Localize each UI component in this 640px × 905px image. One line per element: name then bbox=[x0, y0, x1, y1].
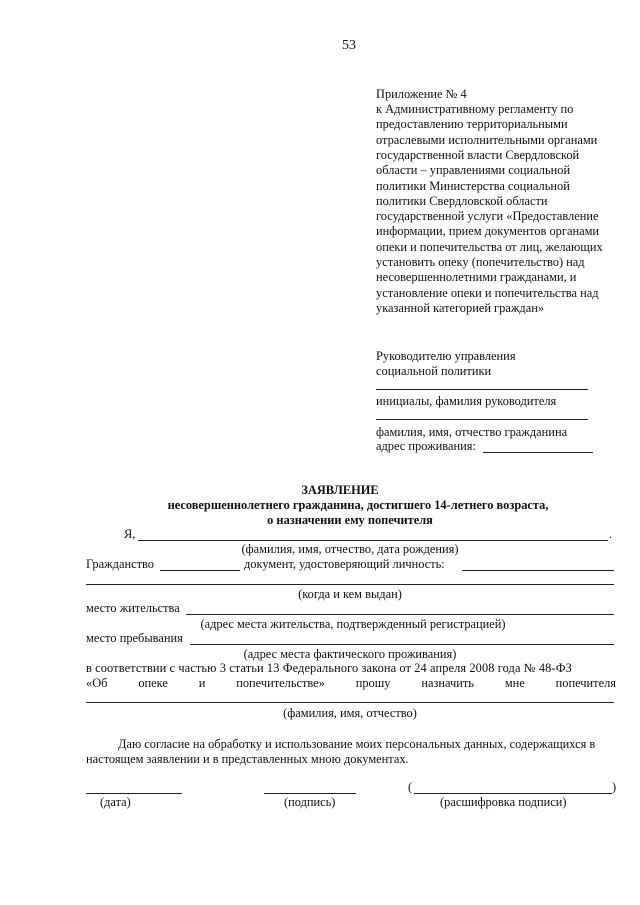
law-line-1: в соответствии с частью 3 статьи 13 Федерального закона от 24 апреля 2008 года № 48-ФЗ bbox=[86, 661, 572, 675]
law-word: мне bbox=[504, 676, 525, 690]
doc-subtitle-2: о назначении ему попечителя bbox=[267, 513, 433, 527]
initials-caption: инициалы, фамилия руководителя bbox=[376, 394, 557, 408]
doc-title: ЗАЯВЛЕНИЕ bbox=[301, 483, 379, 497]
law-word: назначить bbox=[421, 676, 474, 690]
open-paren: ( bbox=[408, 780, 413, 794]
citizenship-line bbox=[160, 570, 240, 571]
appendix-line: указанной категорией граждан» bbox=[376, 300, 545, 315]
stay-label: место пребывания bbox=[86, 631, 183, 645]
appendix-title: Приложение № 4 bbox=[376, 87, 467, 101]
guardian-line bbox=[86, 702, 614, 703]
appendix-line: отраслевыми исполнительными органами bbox=[376, 132, 598, 147]
law-word: попечителя bbox=[555, 676, 616, 690]
head-name-line bbox=[376, 389, 588, 390]
doc-subtitle-1: несовершеннолетнего гражданина, достигшего 14-летнего возраста, bbox=[167, 498, 549, 512]
decoding-line bbox=[414, 793, 612, 794]
appendix-line: информации, прием документов органами bbox=[376, 224, 600, 239]
caption-fio: (фамилия, имя, отчество, дата рождения) bbox=[241, 542, 459, 556]
document-line bbox=[462, 570, 614, 571]
appendix-line: установить опеку (попечительство) над bbox=[376, 255, 585, 269]
page-number: 53 bbox=[342, 38, 356, 53]
caption-date: (дата) bbox=[100, 795, 131, 809]
law-word: «Об bbox=[86, 676, 108, 690]
appendix-line: к Административному регламенту по bbox=[376, 102, 574, 116]
law-word: попечительстве» bbox=[236, 676, 325, 690]
appendix-line: государственной услуги «Предоставление bbox=[376, 209, 599, 224]
residence-label: место жительства bbox=[86, 601, 180, 615]
address-line bbox=[483, 452, 593, 453]
stay-line bbox=[190, 644, 614, 645]
appendix-line: политики Свердловской области bbox=[376, 193, 548, 208]
signature-line bbox=[264, 793, 356, 794]
caption-decoding: (расшифровка подписи) bbox=[440, 795, 567, 809]
citizen-name-line bbox=[376, 419, 588, 420]
appendix-line: опеки и попечительства от лиц, желающих bbox=[376, 239, 603, 254]
citizen-caption: фамилия, имя, отчество гражданина bbox=[376, 425, 568, 439]
caption-stay: (адрес места фактического проживания) bbox=[243, 647, 457, 661]
fio-line bbox=[138, 540, 608, 541]
appendix-line: установление опеки и попечительства над bbox=[376, 285, 599, 300]
appendix-line: государственной власти Свердловской bbox=[376, 147, 580, 162]
document-issued-line bbox=[86, 584, 614, 585]
consent-line-1: Даю согласие на обработку и использование моих персональных данных, содержащихся в bbox=[118, 737, 596, 751]
date-line bbox=[86, 793, 182, 794]
address-label: адрес проживания: bbox=[376, 439, 476, 453]
addressee-line-1: Руководителю управления bbox=[376, 349, 516, 363]
consent-line-2: настоящем заявлении и в представленных мною документах. bbox=[86, 752, 409, 766]
caption-residence: (адрес места жительства, подтвержденный регистрацией) bbox=[200, 617, 506, 631]
document-label: документ, удостоверяющий личность: bbox=[244, 557, 445, 571]
residence-line bbox=[186, 614, 614, 615]
appendix-line: области – управлениями социальной bbox=[376, 163, 571, 178]
appendix-line: предоставлению территориальными bbox=[376, 117, 568, 132]
law-word: прошу bbox=[355, 676, 391, 690]
law-word: опеке bbox=[138, 676, 168, 690]
law-word: и bbox=[198, 676, 206, 690]
close-paren: ) bbox=[612, 780, 617, 794]
citizenship-label: Гражданство bbox=[86, 557, 154, 571]
caption-issued: (когда и кем выдан) bbox=[298, 587, 402, 601]
addressee-line-2: социальной политики bbox=[376, 364, 492, 378]
end-period: . bbox=[609, 527, 613, 541]
caption-signature: (подпись) bbox=[284, 795, 336, 809]
law-line-2 bbox=[86, 676, 616, 691]
appendix-line: несовершеннолетними гражданами, и bbox=[376, 270, 577, 285]
appendix-line: политики Министерства социальной bbox=[376, 178, 570, 193]
caption-guardian: (фамилия, имя, отчество) bbox=[283, 706, 417, 720]
ya-label: Я, bbox=[124, 527, 136, 541]
